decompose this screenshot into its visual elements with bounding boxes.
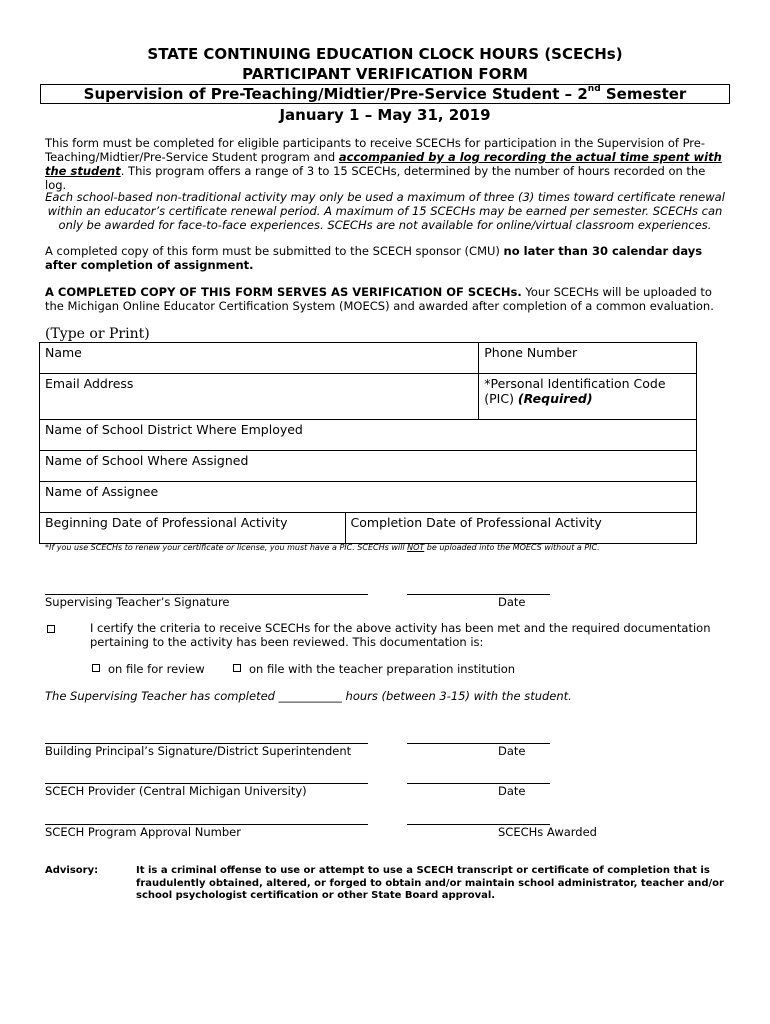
on-file-institution-checkbox[interactable] [233, 664, 241, 672]
end-date-field[interactable] [345, 513, 696, 544]
hours-text: The Supervising Teacher has completed [45, 689, 279, 703]
verification-paragraph [45, 285, 725, 313]
intro-text: This form must be completed for eligible participants to receive SCECHs for participation in the Supervision of Pre-Teaching/Midtier/Pre-Service Student program and [45, 136, 706, 164]
submission-paragraph [45, 244, 725, 272]
date-range: January 1 – May 31, 2019 [279, 106, 491, 124]
hours-blank[interactable]: ___________ [278, 689, 342, 703]
end-date-label: Completion Date of Professional Activity [350, 515, 602, 530]
provider-date-label: Date [498, 784, 526, 798]
verification-heading: A COMPLETED COPY OF THIS FORM SERVES AS VERIFICATION OF SCECHs. [45, 285, 522, 299]
submission-deadline: no later than 30 calendar days after completion of assignment. [45, 244, 703, 272]
name-label: Name [45, 345, 82, 360]
pic-footnote [45, 543, 600, 552]
form-title: STATE CONTINUING EDUCATION CLOCK HOURS (SCECHs) [147, 45, 623, 63]
approval-number-label: SCECH Program Approval Number [45, 825, 241, 839]
phone-field[interactable] [479, 343, 697, 374]
advisory-text: It is a criminal offense to use or attempt to use a SCECH transcript or certificate of completion that is fraudulently obtained, altered, or forged to obtain and/or maintain school administrator, teacher and/or school psychologist certification or other State Board approval. [136, 865, 724, 901]
hours-statement [45, 689, 572, 703]
supervising-teacher-date-label: Date [498, 595, 526, 609]
program-title-suffix: Semester [600, 85, 687, 103]
pic-required-label: (Required) [517, 391, 593, 406]
school-field[interactable] [40, 451, 697, 482]
district-field[interactable] [40, 420, 697, 451]
assignee-label: Name of Assignee [45, 484, 159, 499]
intro-emphasis: accompanied by a log recording the actual time spent with the student [45, 150, 722, 178]
assignee-field[interactable] [40, 482, 697, 513]
program-title: Supervision of Pre-Teaching/Midtier/Pre-Service Student – 2 [83, 85, 588, 103]
district-label: Name of School District Where Employed [45, 422, 303, 437]
footnote-text: *If you use SCECHs to renew your certificate or license, you must have a PIC. SCECHs will [45, 543, 408, 552]
provider-label: SCECH Provider (Central Michigan University) [45, 784, 307, 798]
principal-signature-label: Building Principal’s Signature/District Superintendent [45, 744, 352, 758]
begin-date-label: Beginning Date of Professional Activity [45, 515, 288, 530]
program-title-box [40, 84, 730, 104]
hours-text-end: hours (between 3-15) with the student. [341, 689, 572, 703]
footnote-not: NOT [407, 543, 425, 552]
supervising-teacher-date-line[interactable] [407, 594, 550, 595]
intro-paragraph [45, 136, 725, 192]
footnote-text-end: be uploaded into the MOECS without a PIC. [424, 543, 600, 552]
email-label: Email Address [45, 376, 134, 391]
advisory-label: Advisory: [45, 865, 99, 876]
renewal-limit-paragraph: Each school-based non-traditional activity may only be used a maximum of three (3) times toward certificate renewal within an educator’s certificate renewal period. A maximum of 15 SCECHs may be earned per semester. SCECHs can only be awarded for face-to-face experiences. SCECHs are not available for online/virtual classroom experiences. [45, 190, 725, 232]
principal-date-line[interactable] [407, 743, 550, 744]
certify-checkbox[interactable] [47, 625, 55, 633]
scechs-awarded-label: SCECHs Awarded [498, 825, 597, 839]
on-file-review-checkbox[interactable] [92, 664, 100, 672]
email-field-cont[interactable] [434, 374, 479, 420]
submission-text: A completed copy of this form must be submitted to the SCECH sponsor (CMU) [45, 244, 504, 258]
on-file-review-label: on file for review [108, 662, 205, 676]
on-file-institution-label: on file with the teacher preparation institution [249, 662, 516, 676]
form-subtitle: PARTICIPANT VERIFICATION FORM [242, 65, 528, 83]
pic-field[interactable] [479, 374, 697, 420]
provider-date-line[interactable] [407, 783, 550, 784]
principal-date-label: Date [498, 744, 526, 758]
name-field[interactable] [40, 343, 479, 374]
intro-text-end: . This program offers a range of 3 to 15 SCECHs, determined by the number of hours recorded on the log. [45, 164, 706, 192]
email-field[interactable] [40, 374, 434, 420]
begin-date-field[interactable] [40, 513, 346, 544]
phone-label: Phone Number [484, 345, 578, 360]
verification-text: Your SCECHs will be uploaded to the Michigan Online Educator Certification System (MOECS) and awarded after completion of a common evaluation. [45, 285, 714, 313]
participant-info-table [39, 342, 697, 544]
supervising-teacher-signature-label: Supervising Teacher’s Signature [45, 595, 230, 609]
type-or-print-label: (Type or Print) [45, 326, 150, 342]
certify-statement: I certify the criteria to receive SCECHs for the above activity has been met and the required documentation pertaining to the activity has been reviewed. This documentation is: [90, 621, 711, 649]
pic-label: *Personal Identification Code (PIC) [484, 376, 666, 406]
program-title-ordinal: nd [587, 84, 601, 94]
school-label: Name of School Where Assigned [45, 453, 249, 468]
